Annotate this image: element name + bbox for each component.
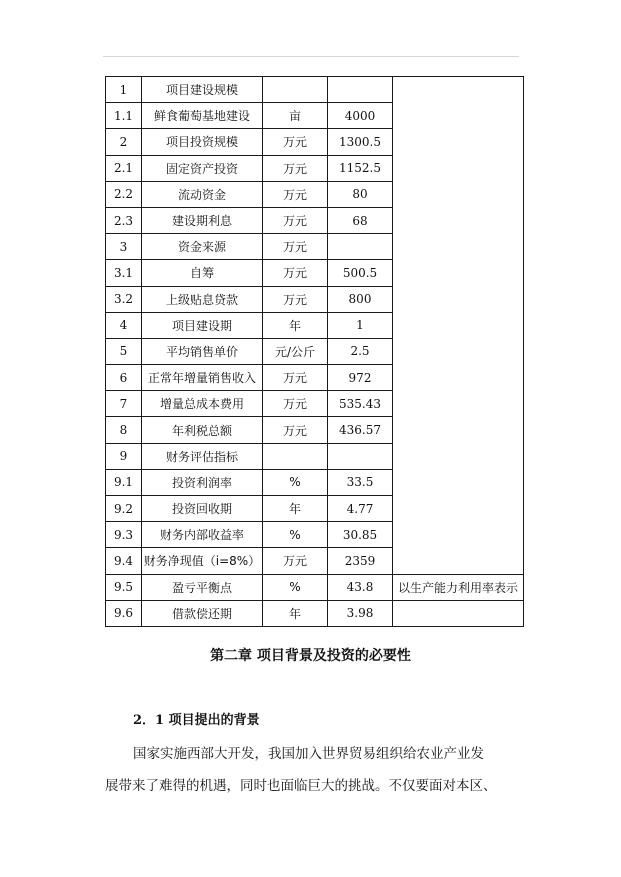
page-header-rule: [103, 56, 519, 57]
unit-cell: 万元: [263, 234, 328, 260]
unit-cell: 万元: [263, 286, 328, 312]
unit-cell: %: [263, 522, 328, 548]
item-name-cell: 年利税总额: [142, 417, 263, 443]
value-cell: 4.77: [328, 496, 393, 522]
unit-cell: [263, 443, 328, 469]
unit-cell: 年: [263, 600, 328, 626]
row-number-cell: 9.3: [106, 522, 142, 548]
value-cell: 30.85: [328, 522, 393, 548]
item-name-cell: 借款偿还期: [142, 600, 263, 626]
unit-cell: 万元: [263, 365, 328, 391]
project-indicator-table: [105, 76, 524, 627]
unit-cell: %: [263, 574, 328, 600]
unit-cell: [263, 77, 328, 103]
value-cell: 33.5: [328, 469, 393, 495]
item-name-cell: 项目建设期: [142, 312, 263, 338]
row-number-cell: 5: [106, 338, 142, 364]
item-name-cell: 项目投资规模: [142, 129, 263, 155]
row-number-cell: 1: [106, 77, 142, 103]
section-title: 2．1 项目提出的背景: [133, 713, 260, 728]
item-name-cell: 增量总成本费用: [142, 391, 263, 417]
row-number-cell: 3.1: [106, 260, 142, 286]
value-cell: [328, 77, 393, 103]
value-cell: 68: [328, 207, 393, 233]
item-name-cell: 上级贴息贷款: [142, 286, 263, 312]
item-name-cell: 财务净现值（i=8%）: [142, 548, 263, 574]
unit-cell: 亩: [263, 103, 328, 129]
item-name-cell: 鲜食葡萄基地建设: [142, 103, 263, 129]
item-name-cell: 建设期利息: [142, 207, 263, 233]
unit-cell: %: [263, 469, 328, 495]
item-name-cell: 项目建设规模: [142, 77, 263, 103]
unit-cell: 年: [263, 496, 328, 522]
row-number-cell: 9.5: [106, 574, 142, 600]
table-row: [106, 600, 524, 626]
row-number-cell: 2.3: [106, 207, 142, 233]
row-number-cell: 3: [106, 234, 142, 260]
value-cell: 80: [328, 181, 393, 207]
item-name-cell: 正常年增量销售收入: [142, 365, 263, 391]
row-number-cell: 2: [106, 129, 142, 155]
row-number-cell: 2.2: [106, 181, 142, 207]
item-name-cell: 流动资金: [142, 181, 263, 207]
unit-cell: 万元: [263, 391, 328, 417]
row-number-cell: 8: [106, 417, 142, 443]
item-name-cell: 财务内部收益率: [142, 522, 263, 548]
unit-cell: 万元: [263, 548, 328, 574]
row-number-cell: 1.1: [106, 103, 142, 129]
row-number-cell: 9.4: [106, 548, 142, 574]
value-cell: 2.5: [328, 338, 393, 364]
row-number-cell: 9: [106, 443, 142, 469]
value-cell: 972: [328, 365, 393, 391]
value-cell: 1152.5: [328, 155, 393, 181]
value-cell: 4000: [328, 103, 393, 129]
unit-cell: 万元: [263, 417, 328, 443]
note-cell: 以生产能力利用率表示: [393, 574, 524, 600]
row-number-cell: 2.1: [106, 155, 142, 181]
item-name-cell: 盈亏平衡点: [142, 574, 263, 600]
row-number-cell: 3.2: [106, 286, 142, 312]
row-number-cell: 9.1: [106, 469, 142, 495]
value-cell: 800: [328, 286, 393, 312]
value-cell: [328, 234, 393, 260]
item-name-cell: 投资回收期: [142, 496, 263, 522]
value-cell: 500.5: [328, 260, 393, 286]
value-cell: 1300.5: [328, 129, 393, 155]
value-cell: [328, 443, 393, 469]
item-name-cell: 财务评估指标: [142, 443, 263, 469]
item-name-cell: 资金来源: [142, 234, 263, 260]
item-name-cell: 自筹: [142, 260, 263, 286]
item-name-cell: 平均销售单价: [142, 338, 263, 364]
item-name-cell: 投资利润率: [142, 469, 263, 495]
value-cell: 436.57: [328, 417, 393, 443]
unit-cell: 万元: [263, 181, 328, 207]
row-number-cell: 4: [106, 312, 142, 338]
note-cell: [393, 600, 524, 626]
table-row: [106, 574, 524, 600]
unit-cell: 万元: [263, 155, 328, 181]
row-number-cell: 9.2: [106, 496, 142, 522]
value-cell: 535.43: [328, 391, 393, 417]
item-name-cell: 固定资产投资: [142, 155, 263, 181]
value-cell: 1: [328, 312, 393, 338]
paragraph-line-2: 展带来了难得的机遇，同时也面临巨大的挑战。不仅要面对本区、: [105, 778, 497, 794]
unit-cell: 万元: [263, 207, 328, 233]
value-cell: 2359: [328, 548, 393, 574]
unit-cell: 万元: [263, 129, 328, 155]
chapter-title: 第二章 项目背景及投资的必要性: [210, 648, 411, 664]
value-cell: 3.98: [328, 600, 393, 626]
paragraph-line-1: 国家实施西部大开发，我国加入世界贸易组织给农业产业发: [133, 746, 484, 762]
row-number-cell: 9.6: [106, 600, 142, 626]
row-number-cell: 7: [106, 391, 142, 417]
note-cell-merged: [393, 77, 524, 575]
row-number-cell: 6: [106, 365, 142, 391]
table-row: [106, 77, 524, 103]
unit-cell: 元/公斤: [263, 338, 328, 364]
unit-cell: 年: [263, 312, 328, 338]
unit-cell: 万元: [263, 260, 328, 286]
table-body: [106, 77, 524, 627]
value-cell: 43.8: [328, 574, 393, 600]
